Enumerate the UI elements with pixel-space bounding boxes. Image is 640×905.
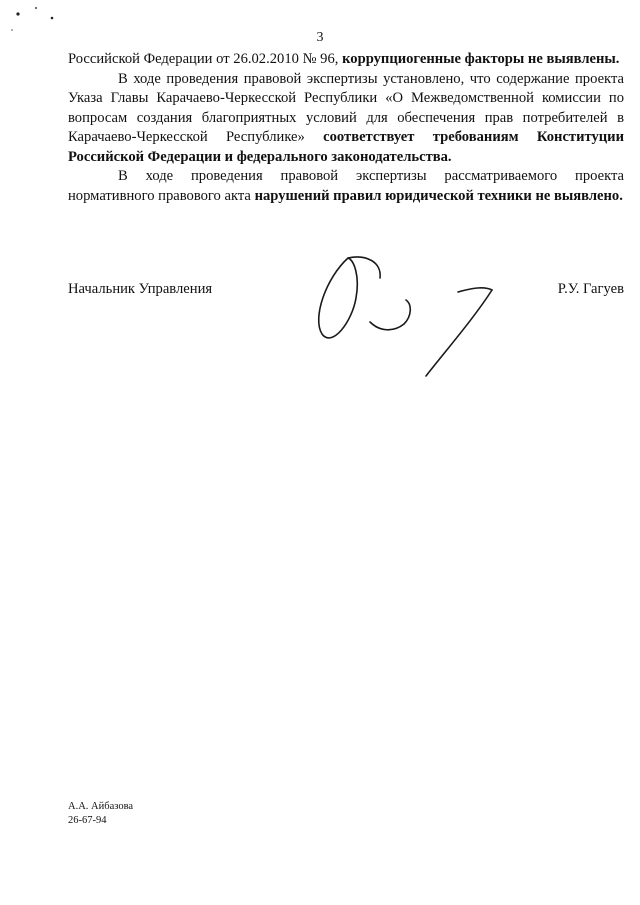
handwritten-signature <box>308 248 518 388</box>
paragraph-conclusion-compliance <box>68 70 624 168</box>
scan-speck <box>51 17 54 20</box>
signatory-position: Начальник Управления <box>68 281 213 297</box>
executor-phone: 26-67-94 <box>68 815 107 826</box>
executor-info <box>68 800 133 828</box>
document-body <box>68 50 624 206</box>
paragraph-bold-text: нарушений правил юридической техники не выявлено. <box>254 187 623 204</box>
signatory-name: Р.У. Гагуев <box>557 281 624 297</box>
scan-speck <box>16 12 19 15</box>
paragraph-conclusion-legal-technique <box>68 167 624 206</box>
paragraph-bold-text: соответствует требованиям Конституции Российской Федерации и федерального законодательства. <box>68 129 625 165</box>
paragraph-conclusion-corruption <box>68 50 624 70</box>
paragraph-text: В ходе проведения правовой экспертизы установлено, что содержание проекта Указа Главы Карачаево-Черкесской Республики «О Межведомственной комиссии по вопросам создания благоприятных условий для обеспечения прав потребителей в Карачаево-Черкесской Республике» <box>68 70 624 145</box>
executor-name: А.А. Айбазова <box>68 801 134 812</box>
paragraph-bold-text: коррупциогенные факторы не выявлены. <box>342 51 620 67</box>
paragraph-text: В ходе проведения правовой экспертизы рассматриваемого проекта нормативного правового акта <box>68 168 624 204</box>
page-number: 3 <box>316 30 324 45</box>
paragraph-text: Российской Федерации от 26.02.2010 № 96, <box>68 51 343 67</box>
scan-speck <box>35 7 37 9</box>
